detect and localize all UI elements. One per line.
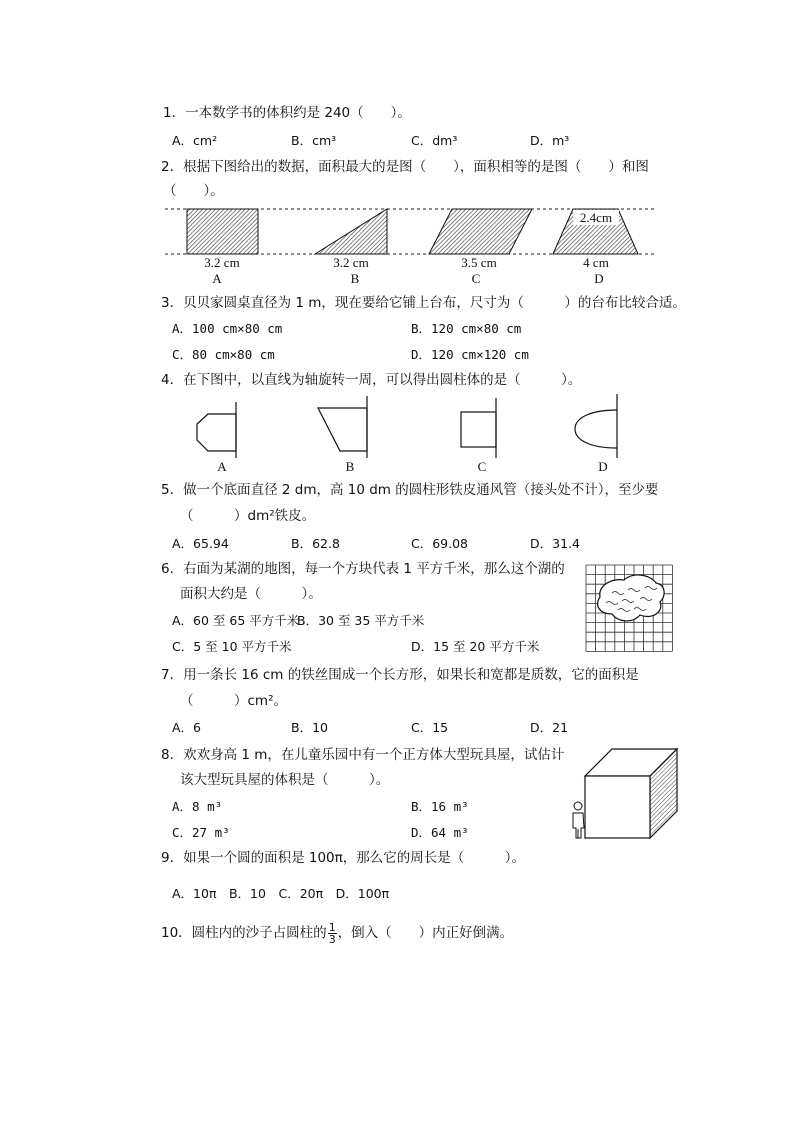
question-9-options: A．10π B．10 C．20π D．100π	[172, 886, 390, 901]
shape-c-measure: 3.5 cm	[461, 255, 497, 270]
question-3-option-a: A．100 cm×80 cm	[172, 321, 283, 336]
q4-letter-c: C	[477, 459, 487, 474]
question-8-option-b: B．16 m³	[411, 799, 469, 814]
cube-front-face	[585, 776, 650, 838]
question-6-option-d: D．15 至 20 平方千米	[411, 639, 540, 654]
shape-d-measure: 4 cm	[583, 255, 609, 270]
shape-d-letter: D	[594, 271, 604, 286]
question-1-option-d: D．m³	[530, 133, 570, 148]
fraction-numerator: 1	[328, 920, 336, 934]
question-6-stem-line2: 面积大约是（ ）。	[180, 586, 322, 602]
person-icon	[573, 802, 584, 838]
question-5-option-a: A．65.94	[172, 536, 229, 551]
question-7-option-a: A．6	[172, 720, 202, 735]
question-6-option-c: C．5 至 10 平方千米	[172, 639, 292, 654]
fraction-one-third	[328, 922, 337, 945]
q4-letter-b: B	[345, 459, 355, 474]
question-6-option-b: B．30 至 35 平方千米	[297, 613, 425, 628]
question-2-stem-line2: （ ）。	[163, 183, 224, 199]
question-10-stem-pre: 10．圆柱内的沙子占圆柱的	[161, 925, 327, 941]
question-8-stem-line1: 8．欢欢身高 1 m，在儿童乐园中有一个正方体大型玩具屋，试估计	[161, 747, 565, 763]
question-8-option-d: D．64 m³	[411, 825, 469, 840]
question-3-option-b: B．120 cm×80 cm	[411, 321, 522, 336]
question-1-option-a: A．cm²	[172, 133, 218, 148]
trapezoid-top-measure: 2.4cm	[573, 210, 619, 225]
question-8-option-a: A．8 m³	[172, 799, 223, 814]
question-1-option-b: B．cm³	[291, 133, 337, 148]
question-10-stem	[161, 920, 513, 946]
q4-letter-d: D	[598, 459, 608, 474]
question-8-stem-line2: 该大型玩具屋的体积是（ ）。	[180, 772, 390, 788]
question-3-stem: 3．贝贝家圆桌直径为 1 m，现在要给它铺上台布，尺寸为（ ）的台布比较合适。	[161, 295, 686, 311]
question-5-option-c: C．69.08	[411, 536, 469, 551]
question-8-option-c: C．27 m³	[172, 825, 230, 840]
question-4-stem: 4．在下图中，以直线为轴旋转一周，可以得出圆柱体的是（ ）。	[161, 372, 582, 388]
question-3-option-d: D．120 cm×120 cm	[411, 347, 529, 362]
question-3-option-c: C．80 cm×80 cm	[172, 347, 275, 362]
question-7-stem-line1: 7．用一条长 16 cm 的铁丝围成一个长方形，如果长和宽都是质数，它的面积是	[161, 667, 639, 683]
question-1-stem: 1．一本数学书的体积约是 240（ ）。	[163, 105, 411, 121]
question-5-option-d: D．31.4	[530, 536, 580, 551]
shape-c-letter: C	[471, 271, 481, 286]
question-7-option-d: D．21	[530, 720, 569, 735]
question-5-option-b: B．62.8	[291, 536, 340, 551]
question-7-option-b: B．10	[291, 720, 328, 735]
shape-b-measure: 3.2 cm	[333, 255, 369, 270]
question-6-option-a: A．60 至 65 平方千米	[172, 613, 300, 628]
question-9-stem: 9．如果一个圆的面积是 100π，那么它的周长是（ ）。	[161, 850, 526, 866]
question-7-option-c: C．15	[411, 720, 449, 735]
shape-a-letter: A	[212, 271, 222, 286]
question-1-option-c: C．dm³	[411, 133, 458, 148]
shape-a-measure: 3.2 cm	[204, 255, 240, 270]
question-5-stem-line2: （ ）dm²铁皮。	[180, 508, 316, 524]
question-10-stem-post: ，倒入（ ）内正好倒满。	[337, 925, 514, 941]
q4-letter-a: A	[217, 459, 227, 474]
question-5-stem-line1: 5．做一个底面直径 2 dm，高 10 dm 的圆柱形铁皮通风管（接头处不计），至少要	[161, 482, 659, 498]
fraction-denominator: 3	[328, 932, 336, 946]
question-2-stem-line1: 2．根据下图给出的数据，面积最大的是图（ ），面积相等的是图（ ）和图	[161, 159, 649, 175]
shape-b-letter: B	[350, 271, 360, 286]
question-7-stem-line2: （ ）cm²。	[180, 693, 287, 709]
question-6-stem-line1: 6．右面为某湖的地图，每一个方块代表 1 平方千米，那么这个湖的	[161, 561, 565, 577]
